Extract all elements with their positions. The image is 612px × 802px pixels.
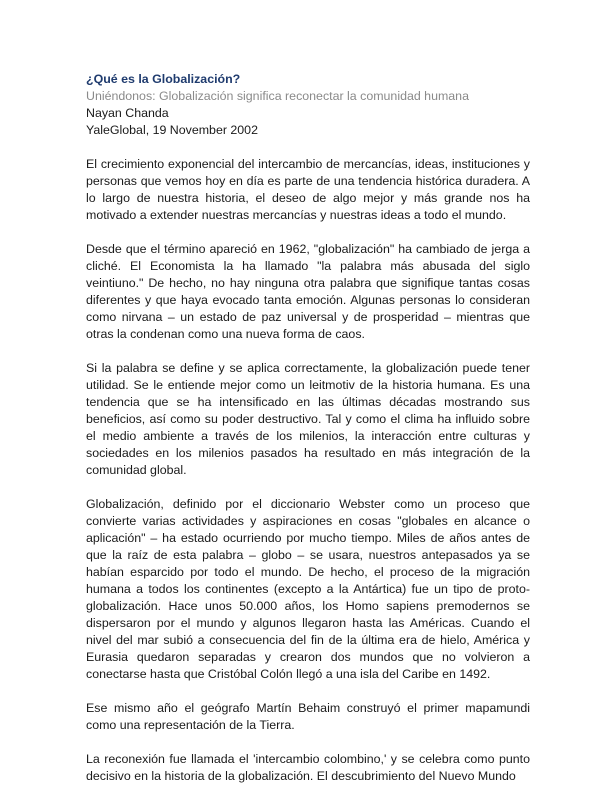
article-body (86, 156, 530, 785)
article-subtitle: Uniéndonos: Globalización significa reconectar la comunidad humana (86, 89, 469, 103)
paragraph: Ese mismo año el geógrafo Martín Behaim construyó el primer mapamundi como una representación de la Tierra. (86, 701, 530, 732)
article-author: Nayan Chanda (86, 106, 169, 120)
article (86, 71, 530, 802)
paragraph: El crecimiento exponencial del intercambio de mercancías, ideas, instituciones y personas que vemos hoy en día es parte de una tendencia histórica duradera. A lo largo de nuestra historia, el deseo de algo mejor y más grande nos ha motivado a extender nuestras mercancías y nuestras ideas a todo el mundo. (86, 157, 530, 222)
article-source-date: YaleGlobal, 19 November 2002 (86, 123, 258, 137)
paragraph: Si la palabra se define y se aplica correctamente, la globalización puede tener utilidad. Se le entiende mejor como un leitmotiv de la historia humana. Es una tendencia que se ha intensificado en las últimas décadas mostrando sus beneficios, así como su poder destructivo. Tal y como el clima ha influido sobre el medio ambiente a través de los milenios, la interacción entre culturas y sociedades en los milenios pasados ha resultado en más integración de la comunidad global. (86, 361, 530, 477)
paragraph: Globalización, definido por el diccionario Webster como un proceso que convierte varias actividades y aspiraciones en cosas "globales en alcance o aplicación" – ha estado ocurriendo por mucho tiempo. Miles de años antes de que la raíz de esta palabra – globo – se usara, nuestros antepasados ya se habían esparcido por todo el mundo. De hecho, el proceso de la migración humana a todos los continentes (excepto a la Antártica) fue un tipo de proto-globalización. Hace unos 50.000 años, los Homo sapiens premodernos se dispersaron por el mundo y algunos llegaron hasta las Américas. Cuando el nivel del mar subió a consecuencia del fin de la última era de hielo, América y Eurasia quedaron separadas y crearon dos mundos que no volvieron a conectarse hasta que Cristóbal Colón llegó a una isla del Caribe en 1492. (86, 497, 530, 681)
paragraph: La reconexión fue llamada el 'intercambio colombino,' y se celebra como punto decisivo en la historia de la globalización. El descubrimiento del Nuevo Mundo (86, 752, 530, 783)
article-title: ¿Qué es la Globalización? (86, 72, 241, 86)
paragraph: Desde que el término apareció en 1962, "globalización" ha cambiado de jerga a cliché. El Economista la ha llamado "la palabra más abusada del siglo veintiuno." De hecho, no hay ninguna otra palabra que signifique tantas cosas diferentes y que haya evocado tanta emoción. Algunas personas lo consideran como nirvana – un estado de paz universal y de prosperidad – mientras que otras la condenan como una nueva forma de caos. (86, 242, 530, 341)
